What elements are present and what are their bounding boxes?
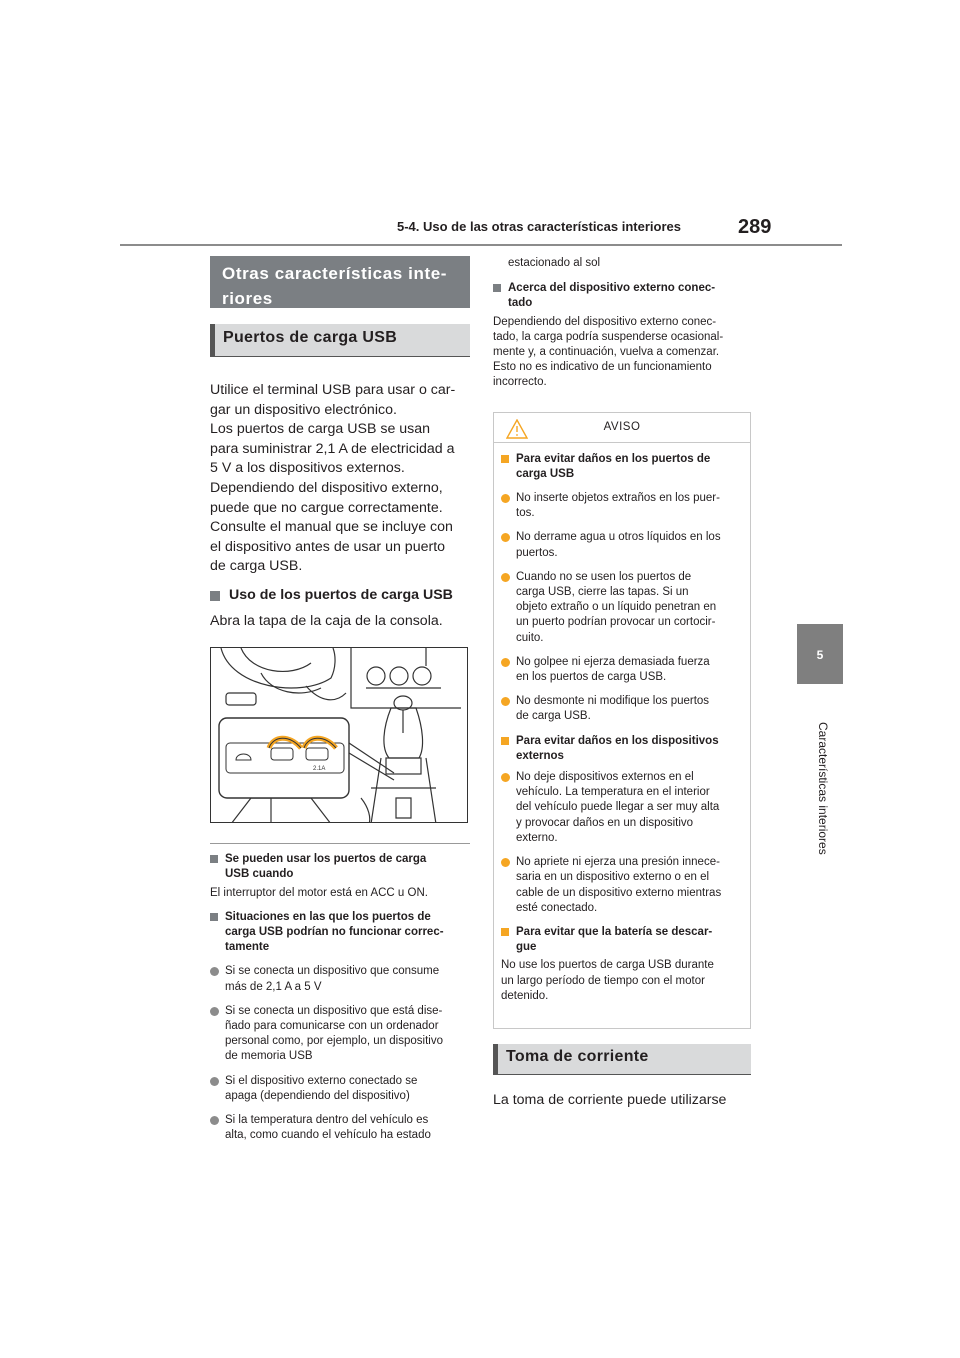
square-bullet-icon [210,855,218,863]
warning-item-text [516,770,719,846]
subsection-title: Puertos de carga USB [210,324,470,356]
console-drawing [211,648,468,823]
subsection-rule [493,1074,751,1075]
line: alta, como cuando el vehículo ha estado [225,1129,431,1142]
line: apaga (dependiendo del dispositivo) [225,1089,410,1102]
line: incorrecto. [493,376,547,389]
external-note-heading [493,281,751,311]
section-title-line-2: riores [222,289,273,308]
warning-title: AVISO [603,421,641,434]
note-2-heading-line: tamente [225,941,270,954]
list-item-text [225,964,439,994]
use-heading [210,586,470,606]
line: No apriete ni ejerza una presión innece- [516,856,720,869]
warning-heading-text [516,452,710,482]
external-note-heading-text [508,281,715,311]
illus-label-21a: 2.1A [313,766,326,773]
bullet-dot-icon [501,494,510,503]
note-2-heading-line: Situaciones en las que los puertos de [225,910,431,923]
subsection-title-power-outlet: Toma de corriente [493,1044,751,1074]
warning-item-text [516,530,721,560]
warning-heading [501,734,741,764]
warning-box [493,412,751,1029]
warning-heading [501,452,741,482]
bullet-dot-icon [210,967,219,976]
bullet-dot-icon [501,697,510,706]
line: Acerca del dispositivo externo conec- [508,282,716,295]
list-item-text [225,1113,431,1143]
intro-line: Utilice el terminal USB para usar o car- [210,382,456,398]
line: en los puertos de carga USB. [516,671,667,684]
warning-header [494,413,750,443]
line: un puerto podrían provocar un cortocir- [516,616,716,629]
section-title-line-1: Otras características inte- [222,264,448,283]
subsection-rule [210,356,470,357]
left-column [210,256,470,1143]
bullet-dot-icon [501,773,510,782]
right-column [493,256,751,1110]
use-text: Abra la tapa de la caja de la consola. [210,612,443,629]
line: Cuando no se usen los puertos de [516,570,692,583]
line: de memoria USB [225,1050,313,1063]
warning-item [501,770,741,846]
warning-body [494,452,750,1004]
intro-line: Los puertos de carga USB se usan [210,421,431,438]
warning-item [501,491,741,521]
line: Si se conecta un dispositivo que está dise- [225,1004,443,1017]
warning-heading [501,925,741,955]
line: tos. [516,507,535,520]
line: Si la temperatura dentro del vehículo es [225,1113,429,1126]
line: Si el dispositivo externo conectado se [225,1074,418,1087]
note-1-heading-line: Se pueden usar los puertos de carga [225,853,427,866]
note-2 [210,910,470,1144]
intro-line: para suministrar 2,1 A de electricidad a [210,440,455,457]
line: No golpee ni ejerza demasiada fuerza [516,655,710,668]
external-note-text [493,315,751,391]
note-1-heading-line: USB cuando [225,868,294,881]
warning-heading-text [516,925,712,955]
warning-item-text [516,694,709,724]
chapter-tab-label: Características interiores [816,722,830,855]
line: Para evitar que la batería se descar- [516,925,713,938]
line: vehículo. La temperatura en el interior [516,786,710,799]
section-title [210,256,470,308]
line: personal como, por ejemplo, un dispositivo [225,1035,443,1048]
chapter-tab[interactable]: 5 [797,624,843,684]
warning-text [501,958,741,1004]
warning-item-text [516,570,716,646]
warning-item [501,855,741,916]
line: externo. [516,831,558,844]
list-item-text [225,1004,443,1065]
line: Si se conecta un dispositivo que consume [225,965,440,978]
line: Para evitar daños en los puertos de [516,452,711,465]
page-number: 289 [738,216,772,238]
line: más de 2,1 A a 5 V [225,980,322,993]
warning-heading-text [516,734,719,764]
warning-item-text [516,855,721,916]
line: tado, la carga podría suspenderse ocasional- [493,330,724,343]
line: y provocar daños en un dispositivo [516,816,694,829]
list-item [210,1004,470,1065]
intro-line: Consulte el manual que se incluye con [210,519,453,536]
note-1-heading-text [225,852,426,882]
line: saria en un dispositivo externo o en el [516,871,710,884]
bullet-dot-icon [501,573,510,582]
line: puertos. [516,546,558,559]
intro-paragraph [210,381,470,577]
line: Dependiendo del dispositivo externo conec- [493,315,717,328]
line: Para evitar daños en los dispositivos [516,734,719,747]
line: objeto extraño o un líquido penetran en [516,601,717,614]
line: mente y, a continuación, vuelva a comenzar. [493,346,720,359]
line: ñado para comunicarse con un ordenador [225,1019,439,1032]
line: Esto no es indicativo de un funcionamiento [493,361,712,374]
list-item-text [225,1074,417,1104]
list-item [210,1074,470,1104]
external-note [493,281,751,390]
header-section-title: 5-4. Uso de las otras características interiores [397,219,681,234]
line: No deje dispositivos externos en el [516,771,694,784]
bullet-dot-icon [501,533,510,542]
note-2-heading-line: carga USB podrían no funcionar correc- [225,925,444,938]
continued-text: estacionado al sol [508,257,601,269]
bullet-dot-icon [210,1116,219,1125]
intro-line: puede que no cargue correctamente. [210,499,443,516]
line: gue [516,941,537,954]
line: carga USB [516,467,575,480]
bullet-dot-icon [501,858,510,867]
intro-line: Dependiendo del dispositivo externo, [210,479,443,496]
bullet-dot-icon [210,1007,219,1016]
note-1 [210,852,470,901]
square-bullet-icon [501,455,509,463]
square-bullet-icon [210,913,218,921]
note-1-text: El interruptor del motor está en ACC u ON. [210,886,428,899]
intro-line: de carga USB. [210,558,303,575]
intro-line: 5 V a los dispositivos externos. [210,460,405,477]
line: No inserte objetos extraños en los puer- [516,492,720,505]
bullet-dot-icon [210,1077,219,1086]
warning-triangle-icon [506,419,528,439]
note-1-heading [210,852,470,882]
line: un largo período de tiempo con el motor [501,974,705,987]
line: de carga USB. [516,710,591,723]
warning-item [501,655,741,685]
square-bullet-icon [493,284,501,292]
line: tado [508,297,533,310]
header-rule [120,244,842,246]
line: del vehículo puede llegar a ser muy alta [516,801,720,814]
line: No use los puertos de carga USB durante [501,959,714,972]
power-outlet-text: La toma de corriente puede utilizarse [493,1091,727,1108]
warning-item-text [516,655,710,685]
warning-item-text [516,491,720,521]
line: No derrame agua u otros líquidos en los [516,531,721,544]
line: No desmonte ni modifique los puertos [516,695,710,708]
line: cable de un dispositivo externo mientras [516,886,722,899]
line: externos [516,749,564,762]
square-bullet-icon [501,928,509,936]
line: detenido. [501,989,549,1002]
notes-rule [210,843,470,844]
use-heading-text: Uso de los puertos de carga USB [229,586,453,603]
square-bullet-icon [501,737,509,745]
warning-item [501,570,741,646]
intro-line: el dispositivo antes de usar un puerto [210,538,446,555]
list-item [210,964,470,994]
note-2-heading [210,910,470,956]
console-illustration [210,647,468,823]
bullet-dot-icon [501,658,510,667]
square-bullet-icon [210,591,220,601]
line: carga USB, cierre las tapas. Si un [516,586,689,599]
warning-item [501,530,741,560]
line: esté conectado. [516,901,598,914]
intro-line: gar un dispositivo electrónico. [210,401,397,418]
note-2-heading-text [225,910,444,956]
line: cuito. [516,631,544,644]
list-item [210,1113,470,1143]
warning-item [501,694,741,724]
